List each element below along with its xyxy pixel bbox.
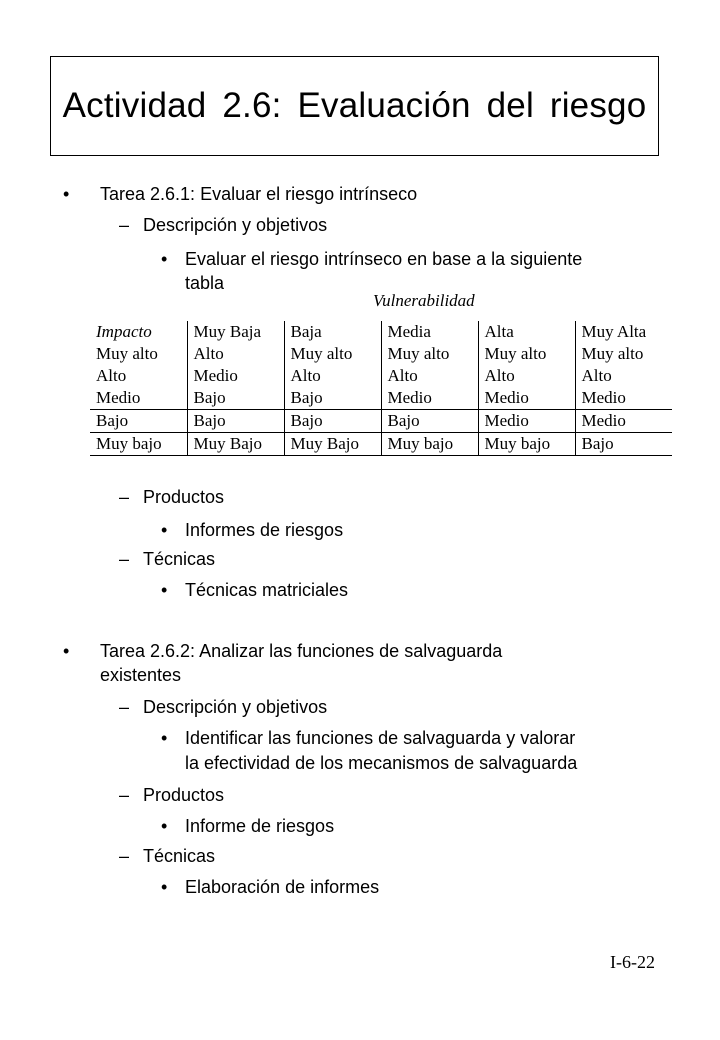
table-row (90, 433, 672, 456)
task1-desc-line1: Evaluar el riesgo intrínseco en base a la siguiente (185, 249, 583, 269)
table-cell: Bajo (575, 433, 672, 456)
bullet-marker: • (161, 249, 168, 269)
table-cell: Alto (284, 365, 381, 387)
table-cell: Bajo (187, 410, 284, 433)
table-cell: Bajo (90, 410, 187, 433)
task1-product-item: Informes de riesgos (185, 520, 344, 540)
task1-products-label: Productos (143, 487, 225, 507)
table-header-cell: Muy Alta (575, 321, 672, 343)
table-cell: Alto (478, 365, 575, 387)
task1-desc-label: Descripción y objetivos (143, 215, 328, 235)
table-cell: Alto (381, 365, 478, 387)
task1-desc-line2: tabla (185, 273, 225, 293)
page-number: I-6-22 (610, 952, 655, 972)
task2-techniques-label: Técnicas (143, 846, 216, 866)
table-cell: Medio (575, 410, 672, 433)
table-cell: Muy alto (478, 343, 575, 365)
table-cell: Bajo (381, 410, 478, 433)
task2-desc-line2: la efectividad de los mecanismos de salvaguarda (185, 753, 578, 773)
slide-title: Actividad 2.6: Evaluación del riesgo (62, 86, 647, 125)
table-cell: Muy alto (96, 344, 158, 363)
table-cell: Medio (96, 388, 141, 407)
task1-heading: Tarea 2.6.1: Evaluar el riesgo intrínseco (100, 184, 418, 204)
bullet-marker: • (63, 641, 70, 661)
dash-marker: – (119, 846, 130, 866)
task2-heading-line1: Tarea 2.6.2: Analizar las funciones de salvaguarda (100, 641, 503, 661)
dash-marker: – (119, 549, 130, 569)
task2-heading-line2: existentes (100, 665, 182, 685)
bullet-marker: • (161, 816, 168, 836)
table-cell: Muy bajo (381, 433, 478, 456)
task1-techniques-label: Técnicas (143, 549, 216, 569)
bullet-marker: • (161, 728, 168, 748)
table-header-cell: Media (381, 321, 478, 343)
table-cell: Muy alto (381, 343, 478, 365)
title-box (50, 56, 659, 156)
dash-marker: – (119, 487, 130, 507)
bullet-marker: • (161, 877, 168, 897)
table-header-cell: Muy Baja (187, 321, 284, 343)
task2-technique-item: Elaboración de informes (185, 877, 380, 897)
task2-product-item: Informe de riesgos (185, 816, 335, 836)
bullet-marker: • (161, 580, 168, 600)
table-cell: Bajo (284, 387, 381, 410)
dash-marker: – (119, 785, 130, 805)
table-header-cell: Impacto (96, 322, 152, 341)
table-cell: Muy Bajo (187, 433, 284, 456)
bullet-marker: • (63, 184, 70, 204)
table-cell: Medio (478, 387, 575, 410)
table-cell: Bajo (284, 410, 381, 433)
table-cell: Medio (478, 410, 575, 433)
task2-products-label: Productos (143, 785, 225, 805)
table-header-row (90, 321, 672, 343)
table-row (90, 387, 672, 410)
dash-marker: – (119, 215, 130, 235)
table-cell: Muy bajo (478, 433, 575, 456)
table-cell: Muy alto (575, 343, 672, 365)
dash-marker: – (119, 697, 130, 717)
table-cell: Alto (96, 366, 127, 385)
table-row (90, 365, 672, 387)
risk-table (90, 321, 672, 456)
table-cell: Alto (187, 343, 284, 365)
table-cell: Medio (381, 387, 478, 410)
table-cell: Bajo (187, 387, 284, 410)
table-row (90, 410, 672, 433)
table-header-cell: Baja (284, 321, 381, 343)
table-cell: Alto (575, 365, 672, 387)
table-caption: Vulnerabilidad (373, 291, 475, 310)
bullet-marker: • (161, 520, 168, 540)
table-cell: Muy bajo (90, 433, 187, 456)
task2-desc-label: Descripción y objetivos (143, 697, 328, 717)
table-cell: Muy alto (284, 343, 381, 365)
task1-technique-item: Técnicas matriciales (185, 580, 349, 600)
table-cell: Muy Bajo (284, 433, 381, 456)
table-cell: Medio (575, 387, 672, 410)
table-cell: Medio (187, 365, 284, 387)
table-header-cell: Alta (478, 321, 575, 343)
table-row (90, 343, 672, 365)
task2-desc-line1: Identificar las funciones de salvaguarda y valorar (185, 728, 576, 748)
